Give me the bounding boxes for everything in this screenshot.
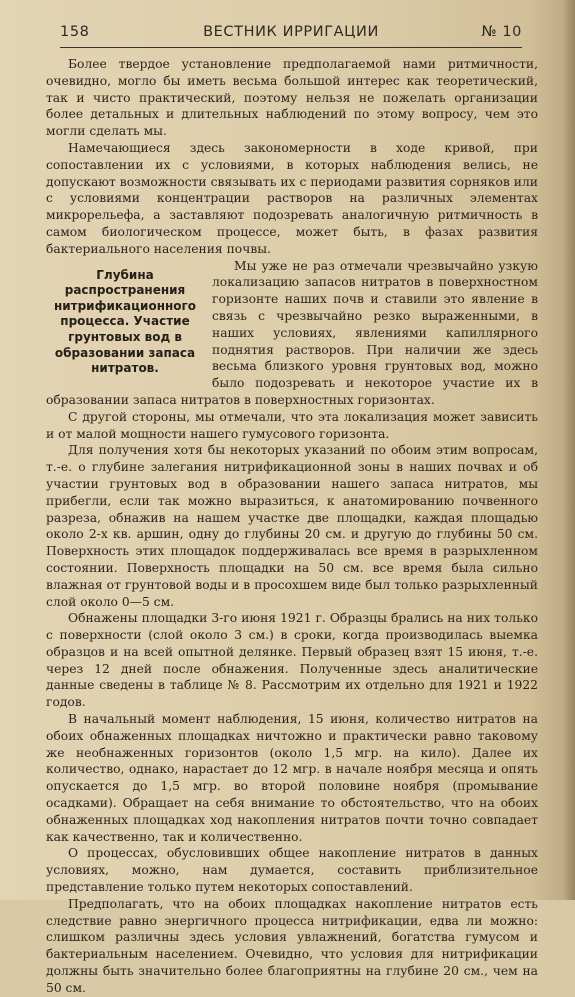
paragraph: Намечающиеся здесь закономерности в ходе кривой, при сопоставлении их с условиями, в которых наблюдения велись, не допускают возможности связывать их с периодами развития сорняков или с условиями концентрации растворов на различных элементах микрорельефа, а заставляют подозревать аналогичную ритмичность в самом биологическом процессе, может быть, в фазах развития бактериального населения почвы. — [46, 140, 538, 256]
page-number: 158 — [60, 24, 90, 40]
margin-heading: Глубина распространения нитрификационного процесса. Участие грунтовых вод в образовании запаса нитратов. — [53, 267, 197, 376]
paragraph: О процессах, обусловивших общее накопление нитратов в данных условиях, можно, нам думается, составить приблизительное представление только путем некоторых сопоставлений. — [46, 846, 538, 895]
paragraph: Предполагать, что на обоих площадках накопление нитратов есть следствие равно энергичного процесса нитрификации, едва ли можно: слишком различны здесь условия увлажнений, богатства гумусом и бактериальным населением. Очевидно, что условия для нитрификации должны быть значительно более благоприятны на глубине 20 см., чем на 50 см. — [46, 896, 538, 995]
header-rule — [60, 47, 522, 48]
paragraph: Обнажены площадки 3-го июня 1921 г. Образцы брались на них только с поверхности (слой около 3 см.) в сроки, когда производилась выемка образцов и на всей опытной делянке. Первый образец взят 15 июня, т.-е. через 12 дней после обнажения. Полученные здесь аналитические данные сведены в таблице № 8. Рассмотрим их отдельно для 1921 и 1922 годов. — [46, 611, 538, 710]
issue-number: № 10 — [481, 24, 522, 40]
journal-title: ВЕСТНИК ИРРИГАЦИИ — [203, 24, 379, 40]
paragraph: С другой стороны, мы отмечали, что эта локализация может зависить и от малой мощности нашего гумусового горизонта. — [46, 409, 538, 441]
article-body — [46, 56, 538, 997]
paragraph: Мы уже не раз отмечали чрезвычайно узкую локализацию запасов нитратов в поверхностном горизонте наших почв и ставили это явление в связь с чрезвычайно резко выраженными, в наших условиях, явлениями капиллярного поднятия растворов. При наличии же здесь весьма близкого уровня грунтовых вод, можно было подозревать и некоторое участие их в образовании запаса нитратов в поверхностных горизонтах. — [46, 258, 538, 407]
paragraph: Более твердое установление предполагаемой нами ритмичности, очевидно, могло бы иметь весьма большой интерес как теоретический, так и чисто практический, поэтому нельзя не пожелать организации более детальных и длительных наблюдений по этому вопросу, чем это могли сделать мы. — [46, 57, 538, 139]
binding-shadow — [563, 0, 575, 900]
paragraph: Для получения хотя бы некоторых указаний по обоим этим вопросам, т.-е. о глубине залегания нитрификационной зоны в наших почвах и об участии грунтовых вод в образовании нашего запаса нитратов, мы прибегли, если так можно выразиться, к анатомированию почвенного разреза, обнажив на нашем участке две площадки, каждая площадью около 2-х кв. аршин, одну до глубины 20 см. и другую до глубины 50 см. Поверхность этих площадок поддерживалась все время в разрыхленном состоянии. Поверхность площадки на 50 см. все время была сильно влажная от грунтовой воды и в просохшем виде был только разрыхленный слой около 0—5 см. — [46, 443, 538, 609]
paragraph: В начальный момент наблюдения, 15 июня, количество нитратов на обоих обнаженных площадках ничтожно и практически равно таковому же необнаженных горизонтов (около 1,5 мгр. на кило). Далее их количество, однако, нарастает до 12 мгр. в начале ноября месяца и опять опускается до 1,5 мгр. во второй половине ноября (промывание осадками). Обращает на себя внимание то обстоятельство, что на обоих обнаженных площадках ход накопления нитратов почти точно совпадает как качественно, так и количественно. — [46, 712, 538, 844]
running-header — [60, 24, 522, 48]
